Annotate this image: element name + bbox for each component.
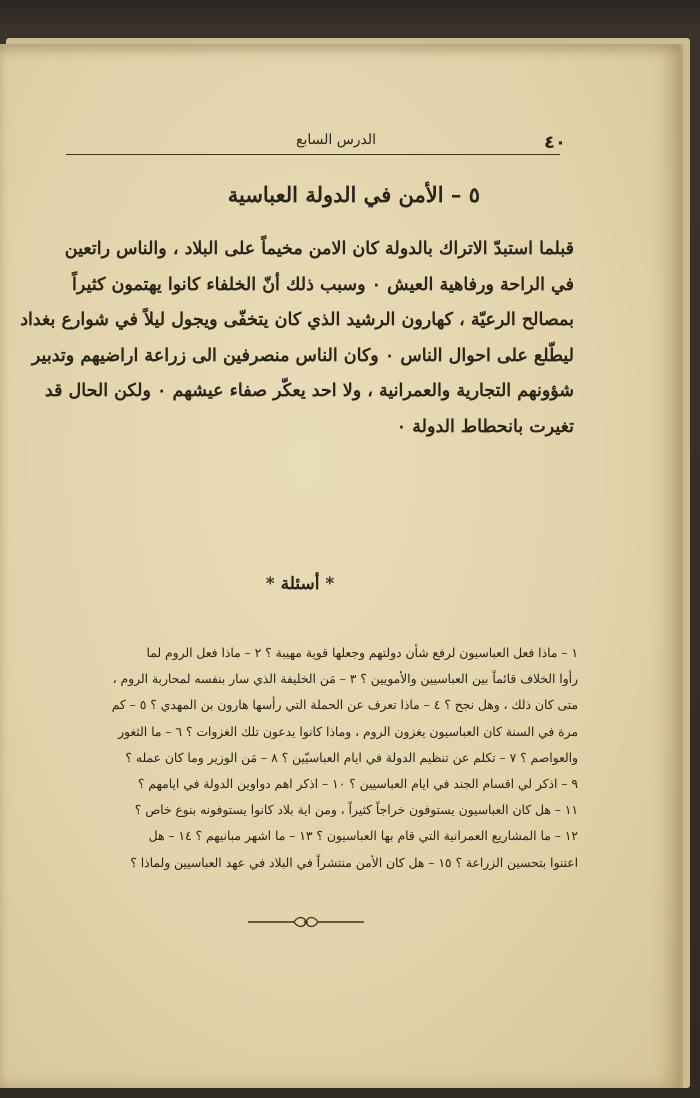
paragraph-line: تغيرت بانحطاط الدولة ٠ bbox=[396, 416, 574, 437]
running-title: الدرس السابع bbox=[296, 132, 377, 148]
paragraph-line: بمصالح الرعيّة ، كهارون الرشيد الذي كان يتخفّى ويجول ليلاً في شوارع بغداد bbox=[20, 310, 574, 330]
header-rule bbox=[66, 154, 560, 155]
question-line: ١١ – هل كان العباسيون يستوفون خراجاً كثيراً ، ومن اية بلاد كانوا يستوفونه بنوع خاص ؟ bbox=[134, 803, 578, 818]
lesson-number: ٥ bbox=[468, 182, 480, 207]
lesson-title-dash: – bbox=[450, 182, 462, 207]
question-line: ١٢ – ما المشاريع العمرانية التي قام بها العباسيون ؟ ١٣ – ما اشهر مبانيهم ؟ ١٤ – هل bbox=[148, 829, 578, 844]
question-line: والعواصم ؟ ٧ – تكلم عن تنظيم الدولة في ايام العباسيّين ؟ ٨ – مَن الوزير وما كان عمله ؟ bbox=[125, 750, 578, 765]
questions-list bbox=[58, 640, 578, 876]
question-line: مرة في السنة كان العباسيون يغزون الروم ، وماذا كانوا يدعون تلك الغزوات ؟ ٦ – ما الثغور bbox=[118, 724, 578, 739]
page-header bbox=[66, 132, 566, 156]
question-line: متى كان ذلك ، وهل نجح ؟ ٤ – ماذا تعرف عن الحملة التي رأسها هارون بن المهدي ؟ ٥ – كم bbox=[111, 698, 578, 713]
lesson-title-text: الأمن في الدولة العباسية bbox=[227, 182, 444, 207]
paragraph-line: قبلما استبدّ الاتراك بالدولة كان الامن مخيماً على البلاد ، والناس راتعين bbox=[64, 239, 574, 259]
question-line: رأوا الخلاف قائماً بين العباسيين والأمويين ؟ ٣ – مَن الخليفة الذي سار بنفسه لمحاربة الروم ، bbox=[112, 672, 578, 687]
page-number: ٤٠ bbox=[544, 132, 566, 153]
question-line: ٩ – اذكر لي اقسام الجند في ايام العباسيين ؟ ١٠ – اذكر اهم دواوين الدولة في ايامهم ؟ bbox=[137, 777, 578, 792]
end-ornament-icon bbox=[246, 914, 366, 930]
lesson-paragraph bbox=[20, 232, 574, 445]
paragraph-line: شؤونهم التجارية والعمرانية ، ولا احد يعكّر صفاء عيشهم ٠ ولكن الحال قد bbox=[44, 381, 574, 401]
lesson-title bbox=[100, 182, 480, 218]
question-line: اعتنوا بتحسين الزراعة ؟ ١٥ – هل كان الأمن منتشراً في البلاد في عهد العباسيين ولماذا ؟ bbox=[130, 855, 578, 870]
book-page bbox=[0, 44, 683, 1088]
question-line: ١ – ماذا فعل العباسيون لرفع شأن دولتهم وجعلها قوية مهيبة ؟ ٢ – ماذا فعل الروم لما bbox=[146, 646, 578, 660]
paragraph-line: ليطّلع على احوال الناس ٠ وكان الناس منصرفين الى زراعة اراضيهم وتدبير bbox=[31, 345, 574, 366]
questions-heading: * أسئلة * bbox=[265, 574, 335, 594]
paragraph-line: في الراحة ورفاهية العيش ٠ وسبب ذلك أنّ الخلفاء كانوا يهتمون كثيراً bbox=[72, 274, 574, 295]
